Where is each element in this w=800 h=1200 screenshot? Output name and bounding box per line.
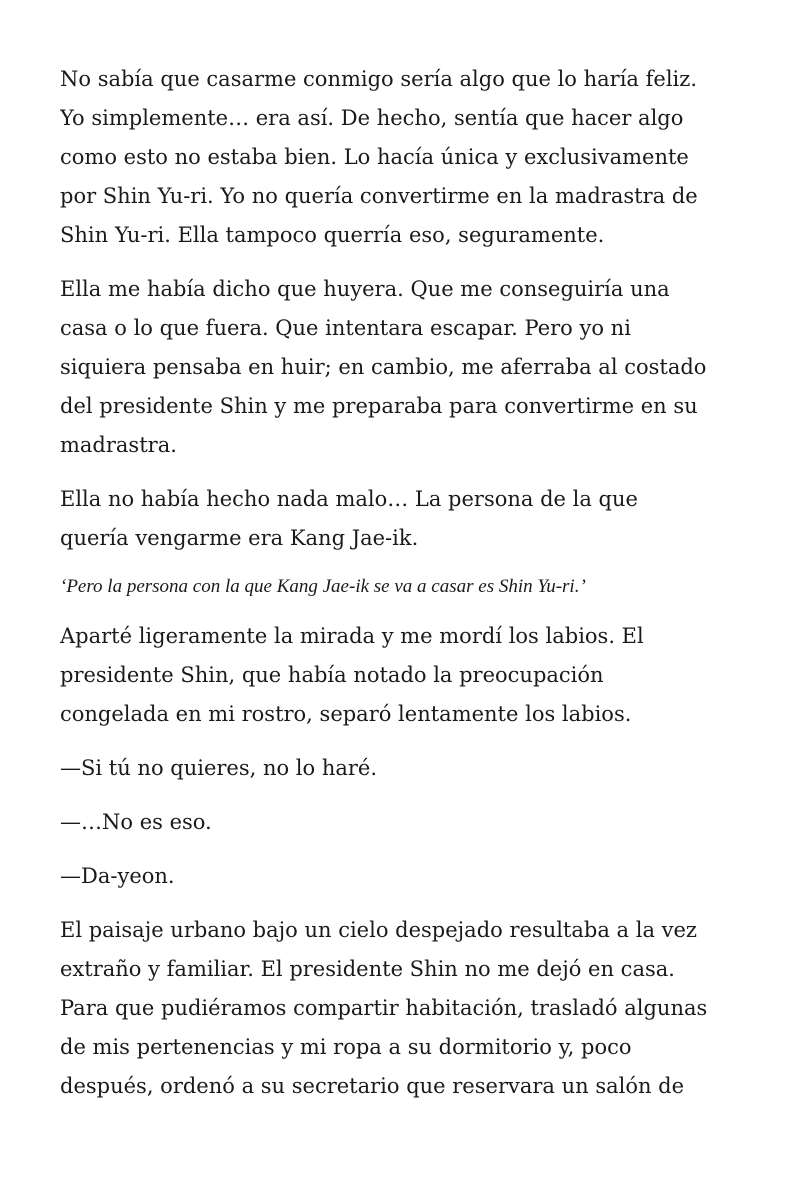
text-line: Ella no había hecho nada malo… La persona de la que	[60, 487, 638, 511]
text-line: —…No es eso.	[60, 810, 212, 834]
text-line: ‘Pero la persona con la que Kang Jae-ik se va a casar es Shin Yu-ri.’	[60, 576, 586, 597]
text-line: Aparté ligeramente la mirada y me mordí los labios. El	[60, 624, 644, 648]
text-line: siquiera pensaba en huir; en cambio, me aferraba al costado	[60, 355, 707, 379]
text-line: Shin Yu-ri. Ella tampoco querría eso, seguramente.	[60, 223, 605, 247]
text-line: del presidente Shin y me preparaba para convertirme en su	[60, 394, 698, 418]
dialogue-line-2	[60, 803, 760, 842]
text-line: Yo simplemente… era así. De hecho, sentía que hacer algo	[60, 106, 684, 130]
paragraph-1	[60, 60, 760, 255]
text-line: por Shin Yu-ri. Yo no quería convertirme en la madrastra de	[60, 184, 698, 208]
text-line: Ella me había dicho que huyera. Que me conseguiría una	[60, 277, 670, 301]
text-line: madrastra.	[60, 433, 177, 457]
text-line: casa o lo que fuera. Que intentara escapar. Pero yo ni	[60, 316, 631, 340]
text-line: como esto no estaba bien. Lo hacía única y exclusivamente	[60, 145, 689, 169]
text-line: extraño y familiar. El presidente Shin no me dejó en casa.	[60, 957, 675, 981]
text-line: presidente Shin, que había notado la preocupación	[60, 663, 604, 687]
paragraph-9	[60, 911, 760, 1106]
text-line: El paisaje urbano bajo un cielo despejado resultaba a la vez	[60, 918, 697, 942]
text-line: de mis pertenencias y mi ropa a su dormitorio y, poco	[60, 1035, 632, 1059]
dialogue-line-1	[60, 749, 760, 788]
document-page	[60, 60, 760, 1200]
paragraph-2	[60, 270, 760, 465]
text-line: Para que pudiéramos compartir habitación, trasladó algunas	[60, 996, 708, 1020]
paragraph-5	[60, 617, 760, 734]
text-line: —Si tú no quieres, no lo haré.	[60, 756, 378, 780]
italic-thought	[60, 573, 760, 601]
text-line: No sabía que casarme conmigo sería algo que lo haría feliz.	[60, 67, 697, 91]
paragraph-3	[60, 480, 760, 558]
text-line: congelada en mi rostro, separó lentamente los labios.	[60, 702, 632, 726]
text-line: quería vengarme era Kang Jae-ik.	[60, 526, 419, 550]
dialogue-line-3	[60, 857, 760, 896]
text-line: después, ordenó a su secretario que reservara un salón de	[60, 1074, 685, 1098]
text-line: —Da-yeon.	[60, 864, 175, 888]
